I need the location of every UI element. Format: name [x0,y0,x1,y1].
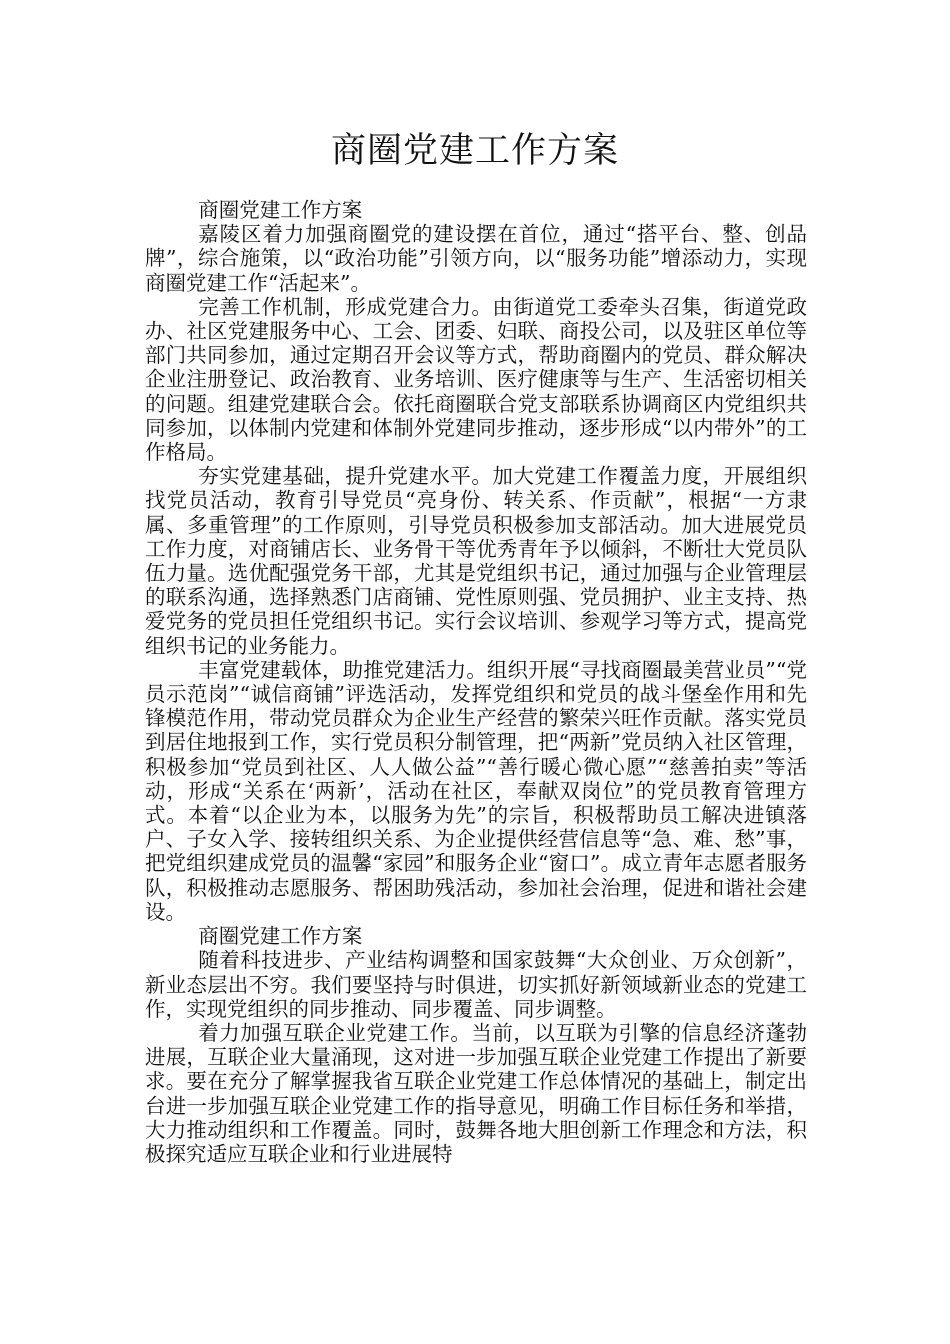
body-paragraph: 嘉陵区着力加强商圈党的建设摆在首位，通过“搭平台、整、创品牌”，综合施策，以“政治功能”引领方向，以“服务功能”增添动力，实现商圈党建工作“活起来”。 [145,222,807,295]
section-heading: 商圈党建工作方案 [198,924,363,949]
body-paragraph: 完善工作机制，形成党建合力。由街道党工委牵头召集，街道党政办、社区党建服务中心、工会、团委、妇联、商投公司，以及驻区单位等部门共同参加，通过定期召开会议等方式，帮助商圈内的党员、群众解决企业注册登记、政治教育、业务培训、医疗健康等与生产、生活密切相关的问题。组建党建联合会。依托商圈联合党支部联系协调商区内党组织共同参加，以体制内党建和体制外党建同步推动，逐步形成“以内带外”的工作格局。 [145,294,807,465]
body-paragraph: 夯实党建基础，提升党建水平。加大党建工作覆盖力度，开展组织找党员活动，教育引导党员“亮身份、转关系、作贡献”，根据“一方隶属、多重管理”的工作原则，引导党员积极参加支部活动。加大进展党员工作力度，对商铺店长、业务骨干等优秀青年予以倾斜，不断壮大党员队伍力量。选优配强党务干部，尤其是党组织书记，通过加强与企业管理层的联系沟通，选择熟悉门店商铺、党性原则强、党员拥护、业主支持、热爱党务的党员担任党组织书记。实行会议培训、参观学习等方式，提高党组织书记的业务能力。 [145,464,807,658]
document-body [145,198,807,1166]
section-heading: 商圈党建工作方案 [198,198,363,222]
body-paragraph: 着力加强互联企业党建工作。当前，以互联为引擎的信息经济蓬勃进展，互联企业大量涌现，这对进一步加强互联企业党建工作提出了新要求。要在充分了解掌握我省互联企业党建工作总体情况的基础上，制定出台进一步加强互联企业党建工作的指导意见，明确工作目标任务和举措，大力推动组织和工作覆盖。同时，鼓舞各地大胆创新工作理念和方法，积极探究适应互联企业和行业进展特 [145,1020,807,1166]
body-paragraph: 丰富党建载体，助推党建活力。组织开展“寻找商圈最美营业员”“党员示范岗”“诚信商铺”评选活动，发挥党组织和党员的战斗堡垒作用和先锋模范作用，带动党员群众为企业生产经营的繁荣兴旺作贡献。落实党员到居住地报到工作，实行党员积分制管理，把“两新”党员纳入社区管理，积极参加“党员到社区、人人做公益”“善行暖心微心愿”“慈善拍卖”等活动，形成“关系在‘两新’，活动在社区，奉献双岗位”的党员教育管理方式。本着“以企业为本，以服务为先”的宗旨，积极帮助员工解决进镇落户、子女入学、接转组织关系、为企业提供经营信息等“急、难、愁”事，把党组织建成党员的温馨“家园”和服务企业“窗口”。成立青年志愿者服务队，积极推动志愿服务、帮困助残活动，参加社会治理，促进和谐社会建设。 [145,657,807,924]
body-paragraph: 随着科技进步、产业结构调整和国家鼓舞“大众创业、万众创新”，新业态层出不穷。我们要坚持与时俱进，切实抓好新领域新业态的党建工作，实现党组织的同步推动、同步覆盖、同步调整。 [145,948,807,1021]
document-title: 商圈党建工作方案 [330,131,619,171]
